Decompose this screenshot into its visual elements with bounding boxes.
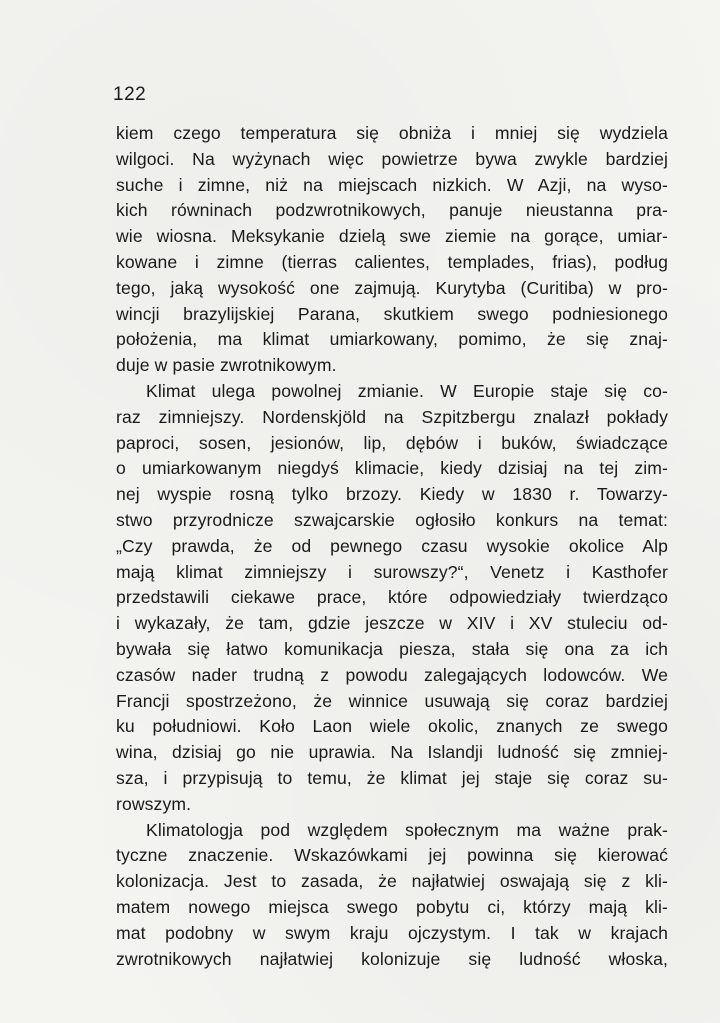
text-line: sza, i przypisują to temu, że klimat jej staje się coraz su- — [116, 767, 668, 788]
text-line: o umiarkowanym niegdyś klimacie, kiedy dzisiaj na tej zim- — [116, 458, 668, 479]
paragraph-first-line: Klimatologja pod względem społecznym ma ważne prak- — [146, 819, 668, 840]
page-number: 122 — [113, 84, 147, 105]
text-line: suche i zimne, niż na miejscach nizkich. W Azji, na wyso- — [116, 174, 668, 195]
text-line: mat podobny w swym kraju ojczystym. I tak w krajach — [116, 922, 668, 943]
text-line: paproci, sosen, jesionów, lip, dębów i buków, świadczące — [116, 432, 668, 453]
text-line: i wykazały, że tam, gdzie jeszcze w XIV i XV stuleciu od- — [116, 613, 668, 634]
paragraph-last-line: duje w pasie zwrotnikowym. — [116, 355, 337, 376]
text-line: ku południowi. Koło Laon wiele okolic, znanych ze swego — [116, 716, 668, 737]
text-line: bywała się łatwo komunikacja piesza, stała się ona za ich — [116, 638, 668, 659]
text-line: tego, jaką wysokość one zajmują. Kurytyba (Curitiba) w pro- — [116, 277, 668, 298]
paragraph-first-line: Klimat ulega powolnej zmianie. W Europie staje się co- — [146, 380, 668, 401]
text-line: nej wyspie rosną tylko brzozy. Kiedy w 1830 r. Towarzy- — [116, 484, 668, 505]
text-line: mają klimat zimniejszy i surowszy?“, Venetz i Kasthofer — [116, 561, 668, 582]
text-line: wincji brazylijskiej Parana, skutkiem swego podniesionego — [116, 303, 668, 324]
text-line: wina, dzisiaj go nie uprawia. Na Islandji ludność się zmniej- — [116, 742, 668, 763]
text-line: położenia, ma klimat umiarkowany, pomimo, że się znaj- — [116, 329, 668, 350]
text-line: tyczne znaczenie. Wskazówkami jej powinna się kierować — [116, 845, 668, 866]
text-line: kolonizacja. Jest to zasada, że najłatwiej oswajają się z kli- — [116, 871, 668, 892]
body-text — [116, 121, 668, 972]
text-line: raz zimniejszy. Nordenskjöld na Szpitzbergu znalazł pokłady — [116, 406, 668, 427]
text-line: stwo przyrodnicze szwajcarskie ogłosiło konkurs na temat: — [116, 509, 668, 530]
text-line: kich równinach podzwrotnikowych, panuje nieustanna pra- — [116, 200, 668, 221]
text-line: wie wiosna. Meksykanie dzielą swe ziemie na gorące, umiar- — [116, 226, 668, 247]
text-line: przedstawili ciekawe prace, które odpowiedziały twierdząco — [116, 587, 668, 608]
text-line: kowane i zimne (tierras calientes, templades, frias), podług — [116, 251, 668, 272]
text-line: Francji spostrzeżono, że winnice usuwają się coraz bardziej — [116, 690, 668, 711]
text-line: czasów nader trudną z powodu zalegających lodowców. We — [116, 664, 668, 685]
text-line: matem nowego miejsca swego pobytu ci, którzy mają kli- — [116, 896, 668, 917]
text-line: kiem czego temperatura się obniża i mniej się wydziela — [116, 123, 668, 143]
paragraph-last-line: rowszym. — [116, 793, 192, 814]
text-line: wilgoci. Na wyżynach więc powietrze bywa zwykle bardziej — [116, 148, 668, 169]
text-line: zwrotnikowych najłatwiej kolonizuje się ludność włoska, — [116, 948, 668, 969]
text-line: „Czy prawda, że od pewnego czasu wysokie okolice Alp — [116, 535, 668, 556]
